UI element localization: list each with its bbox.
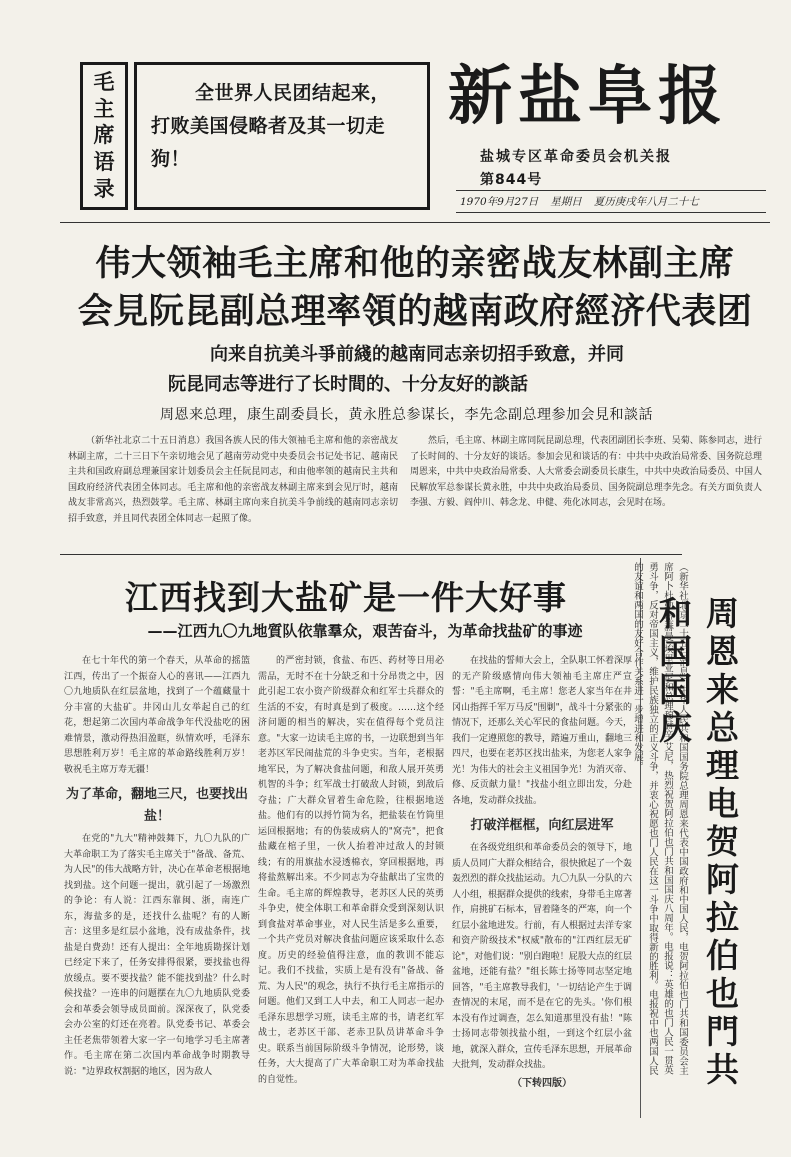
quotation-line: 全世界人民团结起来， xyxy=(195,82,391,104)
quotation-label xyxy=(80,62,128,210)
quotation-line: 狗！ xyxy=(151,148,191,170)
salt-column-3b-text: 在各级党组织和革命委员会的领导下，地质人员同广大群众相结合，很快掀起了一个轰轰烈烈的群众找盐运动。九〇九队一分队的六人小组，根据群众提供的线索，身带毛主席著作，肩挑矿石标本，冒着隆冬的严寒，向一个红层小盆地进发。行前，有人根据过去洋专家和资产阶级技术"权威"散布的"江西红层无矿论"，对他们说："别白跑啦！屁股大点的红层盆地，还能有盐？"组长陈士扬等同志坚定地回答，"毛主席教导我们，'一切结论产生于调查情况的末尾，而不是在它的先头。'你们根本没有作过调查，怎么知道那里没有盐！"陈士扬同志带领找盐小组，一到这个红层小盆地，就深入群众，宣传毛泽东思想，开展革命大批判，发动群众找盐。 xyxy=(452,843,633,1070)
salt-article-headline: 江西找到大盐矿是一件大好事 xyxy=(125,578,567,617)
newspaper-title: 新盐阜报 xyxy=(448,60,728,134)
continued-note: （下转四版） xyxy=(512,1077,572,1089)
salt-column-2 xyxy=(258,654,444,1124)
salt-section-heading-1: 为了革命，翻地三尺，也要找出盐！ xyxy=(65,787,248,824)
lunar-date: 夏历庚戌年八月二十七 xyxy=(593,196,699,208)
quotation-label-char: 毛 xyxy=(93,69,115,94)
lead-body-right-text: 然后，毛主席、林副主席同阮昆副总理，代表团副团长李班、吴菊、陈参同志，进行了长时间的、十分友好的谈话。参加会见和谈话的有：中共中央政治局常委、国务院总理周恩来，中共中央政治局常委、人大常委会副委员长康生，中共中央政治局委员、中国人民解放军总参谋长黄永胜，中共中央政治局委员、国务院副总理李先念。有关方面负责人李强、方毅、阎仲川、韩念龙、申健、苑化冰同志，会见时在场。 xyxy=(410,436,762,508)
lead-attendees: 周恩来总理，康生副委員长，黄永胜总参谋长，李先念副总理参加会見和談話 xyxy=(160,407,653,423)
lead-subhead-line-1: 向来自抗美斗爭前綫的越南同志亲切招手致意，并同 xyxy=(210,344,624,365)
salt-section-heading-2: 打破洋框框，向红层进军 xyxy=(470,818,614,833)
issue-number: 第844号 xyxy=(480,172,543,188)
lead-subhead-line-2: 阮昆同志等进行了长时間的、十分友好的談話 xyxy=(168,374,528,395)
salt-column-1-text: 在七十年代的第一个春天，从革命的摇篮江西，传出了一个振奋人心的喜讯——江西九〇九地质队在红层盆地，找到了一个蕴藏量十分丰富的大盐矿。井冈山儿女举起自己的红花，想起第二次国内革命战争年代没盐吃的困难情景，激动得热泪盈眶，纵情欢呼，毛泽东思想胜利万岁！毛主席的革命路线胜利万岁！敬祝毛主席万寿无疆！ xyxy=(64,656,250,775)
lead-body-left-text: （新华社北京二十五日消息）我国各族人民的伟大领袖毛主席和他的亲密战友林副主席，二十三日下午亲切地会见了越南劳动党中央委员会书记处书记、越南民主共和国政府副总理兼国家计划委员会主任阮昆同志，和由他率领的越南民主共和国政府经济代表团全体同志。毛主席和他的亲密战友林副主席来到会见厅时，越南战友非常高兴，热烈鼓掌。毛主席、林副主席向来自抗美斗争前线的越南同志亲切招手致意，并且同代表团全体同志一起照了像。 xyxy=(68,436,398,524)
salt-column-1b-text: 在党的"九大"精神鼓舞下，九〇九队的广大革命职工为了落实毛主席关于"备战、备荒、为人民"的伟大战略方针，决心在革命老根据地找到盐。这个问题一提出，就引起了一场激烈的争论：有人说：江西东靠闽、浙，南连广东，海盐多的是，还找什么盐呢？有的人断言：这里多是红层小盆地，没有成盐条件，找盐是白费劲！还有人提出：全年地质勘探计划已经定下来了，任务安排得很紧，要找盐也得放缓点。要不要找盐？能不能找到盐？什么时候找盐？一连串的问题摆在九〇九地质队党委会和革委会领导成员面前。深深夜了，队党委会办公室的灯还在亮着。队党委书记、革委会主任老焦带领着大家一字一句地学习毛主席著作。毛主席在第二次国内革命战争时期教导说："边界政权割据的地区，因为敌人 xyxy=(64,834,250,1077)
salt-column-1 xyxy=(64,654,250,1124)
quotation-label-char: 语 xyxy=(93,150,115,175)
salt-column-3-text: 在找盐的誓师大会上，全队职工怀着深厚的无产阶级感情向伟大领袖毛主席庄严宣誓："毛主席啊，毛主席！您老人家当年在井冈山指挥千军万马反"围剿"，战斗十分紧张的情况下，还那么关心军民的食盐问题。今天，我们一定遵照您的教导，踏遍万重山，翻地三四尺，也要在老苏区找出盐来，为您老人家争光！为伟大的社会主义祖国争光！为消灭帝、修、反贡献力量！"找盐小组立即出发，分赴各地，发动群众找盐。 xyxy=(452,656,633,806)
lead-headline-line-2: 会見阮昆副总理率領的越南政府經济代表团 xyxy=(77,292,753,332)
telegram-headline: 周恩来总理电贺阿拉伯也門共和国国庆 xyxy=(654,596,740,1090)
section-rule xyxy=(60,554,682,555)
weekday: 星期日 xyxy=(550,196,582,208)
salt-column-3 xyxy=(452,654,632,1124)
quotation-label-char: 席 xyxy=(93,123,115,148)
quotation-label-char: 主 xyxy=(93,96,115,121)
lead-body-left xyxy=(68,434,398,546)
quotation-line: 打败美国侵略者及其一切走 xyxy=(151,115,386,137)
lead-headline-line-1: 伟大领袖毛主席和他的亲密战友林副主席 xyxy=(95,244,735,284)
telegram-body: （新华社北京二十五日消息）中华人民共和国国务院总理周恩来代表中国政府和中国人民，电贺阿拉伯也门共和国委员会主席阿卜杜勒·拉赫曼·埃里亚尼和总理穆赫辛·艾尼，热烈祝贺阿拉伯也门共和国国庆八周年。电报说：英雄的也门人民一贯英勇斗争，反对帝国主义，维护民族独立的正义斗争，并衷心祝愿也门人民在这一斗争中取得新的胜利。电报祝中也两国人民的友谊和两国的友好合作关系进一步增进和发展。 xyxy=(632,562,688,1075)
publication-date: 1970年9月27日 xyxy=(460,196,539,208)
lead-body-right xyxy=(410,434,762,546)
masthead-rule xyxy=(60,222,770,223)
date-row xyxy=(456,190,766,213)
quotation-label-char: 录 xyxy=(93,177,115,202)
quotation-box xyxy=(134,62,430,210)
newspaper-organization: 盐城专区革命委员会机关报 xyxy=(480,149,672,165)
salt-column-2-text: 的严密封锁，食盐、布匹、药材等日用必需品，无时不在十分缺乏和十分昂贵之中，因此引起工农小资产阶级群众和红军士兵群众的生活的不安，有时真是到了极度。……这个经济问题的相当的解决，实在值得每个党员注意。"大家一边读毛主席的书，一边联想到当年老苏区军民闹盐荒的斗争史实。当年，老根据地军民，为了解决食盐问题，和敌人展开英勇机智的斗争；红军战士打破敌人封锁，到敌后夺盐；广大群众冒着生命危险，往根据地送盐。他们有的以捋竹筒为名，把盐装在竹筒里运回根据地；有的伪装成病人的"窝壳"，把食盐藏在棺子里，一伙人抬着冲过敌人的封锁线；有的用旗盐水浸透棉衣，穿回根据地，再将盐熬解出来。不少同志为夺盐献出了宝贵的生命。毛主席的辉煌教导，老苏区人民的英勇斗争史，使全体职工和革命群众受到深刻认识到食盐对革命事业，对人民生活是多么重要，一个共产党员对解决食盐问题应该采取什么态度。历史的经验值得注意，血的教训不能忘记。我们不找盐，实质上是有没有"备战、备荒、为人民"的观念，执行不执行毛主席指示的问题。他们又到工人中去，和工人同志一起办毛泽东思想学习班，读毛主席的书，请老红军战士，老苏区干部、老赤卫队员讲革命斗争史。联系当前国际阶级斗争情况，论形势，谈任务，大大提高了广大革命职工对为革命找盐的自觉性。 xyxy=(258,656,444,1085)
salt-article-subheadline: ——江西九〇九地質队依靠羣众，艰苦奋斗，为革命找盐矿的事迹 xyxy=(147,622,583,640)
